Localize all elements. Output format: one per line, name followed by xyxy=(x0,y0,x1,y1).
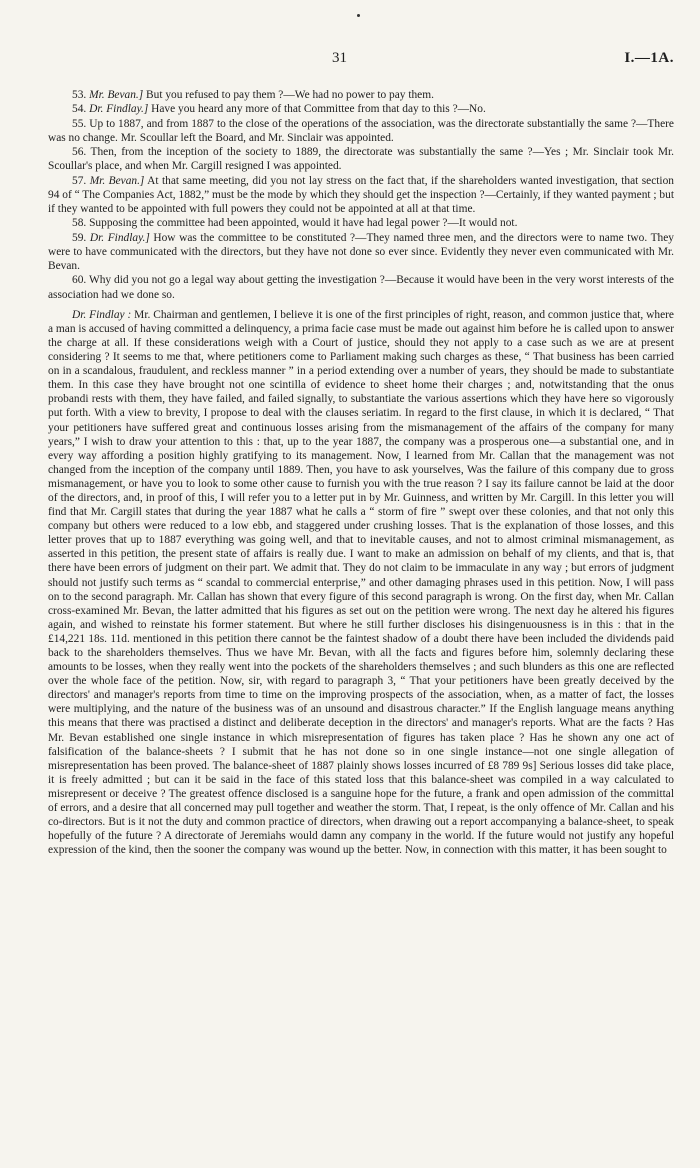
qa-text: How was the committee to be constituted ?—They named three men, and the directors were to name two. They were to have communicated with the directors, but they have not done so ever since. Evidently they never even communicated with Mr. Bevan. xyxy=(48,231,674,272)
question-number: 54. xyxy=(72,103,87,116)
qa-text: Supposing the committee had been appointed, would it have had legal power ?—It would not. xyxy=(86,217,518,230)
question-number: 53. xyxy=(72,89,87,101)
qa-paragraph xyxy=(48,231,674,274)
qa-text: But you refused to pay them ?—We had no power to pay them. xyxy=(143,89,434,101)
question-number: 55. xyxy=(72,117,87,130)
questioner: Dr. Findlay.] xyxy=(89,231,150,244)
qa-paragraph xyxy=(48,117,674,146)
page-header xyxy=(48,50,674,74)
speech-speaker: Dr. Findlay : xyxy=(72,308,132,321)
document-reference: I.—1A. xyxy=(624,50,674,66)
qa-paragraph xyxy=(48,102,674,116)
question-number: 59. xyxy=(72,231,87,244)
qa-text: Why did you not go a legal way about getting the investigation ?—Because it would have been in the very worst interests of the association had we done so. xyxy=(48,274,674,301)
questioner: Dr. Findlay.] xyxy=(89,103,149,116)
page-body xyxy=(48,88,674,857)
question-number: 60. xyxy=(72,274,87,287)
counsel-speech xyxy=(48,308,674,858)
qa-paragraph xyxy=(48,273,674,302)
qa-text: At that same meeting, did you not lay stress on the fact that, if the shareholders wanted investigation, that section 94 of “ The Companies Act, 1882,” must be the mode by which they should get the inspection ?—Certainly, if they wanted payment ; but if they wanted to be appointed with full powers they could not be appointed at all at that time. xyxy=(48,174,674,215)
question-number: 56. xyxy=(72,146,87,158)
qa-paragraph xyxy=(48,216,674,230)
questioner: Mr. Bevan.] xyxy=(89,174,145,187)
qa-text: Up to 1887, and from 1887 to the close of the operations of the association, was the directorate substantially the same ?—There was no change. Mr. Scoullar left the Board, and Mr. Sinclair was appointed. xyxy=(48,117,674,144)
page-number: 31 xyxy=(332,50,347,66)
qa-paragraph xyxy=(48,174,674,217)
question-number: 58. xyxy=(72,217,87,230)
ink-speck xyxy=(357,14,360,17)
qa-paragraph xyxy=(48,145,674,174)
speech-text: Mr. Chairman and gentlemen, I believe it is one of the first principles of right, reason, and common justice that, where a man is accused of having committed a delinquency, a prima facie case must be made out against him before he is called upon to answer the charge at all. If these considerations weigh with a Court of justice, should they not apply to a case such as we are at present considering ? It seems to me that, where petitioners come to Parliament making such charges as these, “ That business has been carried on in a scandalous, fraudulent, and reckless manner ” in a period extending over a number of years, they should be made to substantiate them. In this case they have brought not one scintilla of evidence to sheet home their charges ; and, notwitstanding that the onus probandi rests with them, they have failed, and failed signally, to substantiate the various assertions which they have here so vigorously put forth. With a view to brevity, I propose to deal with the clauses seriatim. In regard to the first clause, in which it is declared, “ That your petitioners have suffered great and continuous losses arising from the mismanagement of the affairs of the company for many years,” I wish to draw your attention to this : that, up to the year 1887, the company was a prosperous one—a substantial one, and in every way affording a position highly gratifying to its management. Now, I learned from Mr. Callan that the management was not changed from the inception of the company until 1889. Then, you have to ask yourselves, Was the failure of this company due to gross mismanagement, or have you to look to some other cause to furnish you with the true reason ? I say its failure cannot be laid at the door of the directors, and, in proof of this, I will refer you to a letter put in by Mr. Guinness, and written by Mr. Cargill. In this letter you will find that Mr. Cargill states that during the year 1887 what he calls a “ storm of fire ” swept over these colonies, and that not only this company but others were reduced to a low ebb, and staggered under crushing losses. That is the explanation of those losses, and this letter proves that up to 1887 everything was going well, and that to inevitable causes, and not to almost criminal mismanagement, as asserted in this petition, the present state of affairs is really due. I want to make an admission on behalf of my clients, and that is, that there have been errors of judgment on their part. We admit that. They do not claim to be immaculate in any way ; but errors of judgment should not justify such terms as “ scandal to commercial enterprise,” and other damaging phrases used in this petition. Now, I will pass on to the second paragraph. Mr. Callan has shown that every figure of this second paragraph is wrong. On the first day, when Mr. Callan cross-examined Mr. Bevan, the latter admitted that his figures as set out on the petition were wrong. The next day he altered his figures again, and wished to reinstate his former statement. But where he still further discloses his disingenuousness is in this : that in the £14,221 18s. 11d. mentioned in this petition there cannot be the faintest shadow of a doubt there have been included the dividends paid back to the shareholders themselves. Thus we have Mr. Bevan, with all the facts and figures before him, solemnly declaring these amounts to be losses, when they really went into the pockets of the shareholders themselves ; and such blunders as this one are reflected over the whole face of the petition. Now, sir, with regard to paragraph 3, “ That your petitioners have been greatly deceived by the directors' and manager's reports from time to time on the improving prospects of the association, when, as a matter of fact, the losses were multiplying, and the nature of the business was of an unsound and disastrous character.” If the English language means anything this means that there was practised a distinct and deliberate deception in the directors' and manager's reports. What are the facts ? Has Mr. Bevan established one single instance in which misrepresentation of figures has taken place ? Has he shown any one act of falsification of the balance-sheets ? I submit that he has not done so in one single instance—not one single allegation of misrepresentation has been proved. The balance-sheet of 1887 plainly shows losses incurred of £8 789 9s] Serious losses did take place, it is freely admitted ; but can it be said in the face of this stated loss that this balance-sheet was compiled in a way calculated to misrepresent or deceive ? The greatest offence disclosed is a sanguine hope for the future, a frank and open admission of the committal of errors, and a desire that all concerned may pull together and weather the storm. That, I repeat, is the only offence of Mr. Callan and his co-directors. But is it not the duty and common practice of directors, when drawing out a report accompanying a balance-sheet, to speak hopefully of the future ? A directorate of Jeremiahs would damn any company in the world. If the future would not justify any hopeful expression of the kind, then the sooner the company was wound up the better. Now, in connection with this matter, it has been sought to xyxy=(48,308,674,857)
qa-paragraph xyxy=(48,88,674,102)
qa-text: Then, from the inception of the society to 1889, the directorate was substantially the same ?—Yes ; Mr. Sinclair took Mr. Scoullar's place, and when Mr. Cargill resigned I was appointed. xyxy=(48,146,674,173)
questioner: Mr. Bevan.] xyxy=(89,89,144,101)
qa-text: Have you heard any more of that Committee from that day to this ?—No. xyxy=(148,103,486,116)
question-number: 57. xyxy=(72,174,87,187)
